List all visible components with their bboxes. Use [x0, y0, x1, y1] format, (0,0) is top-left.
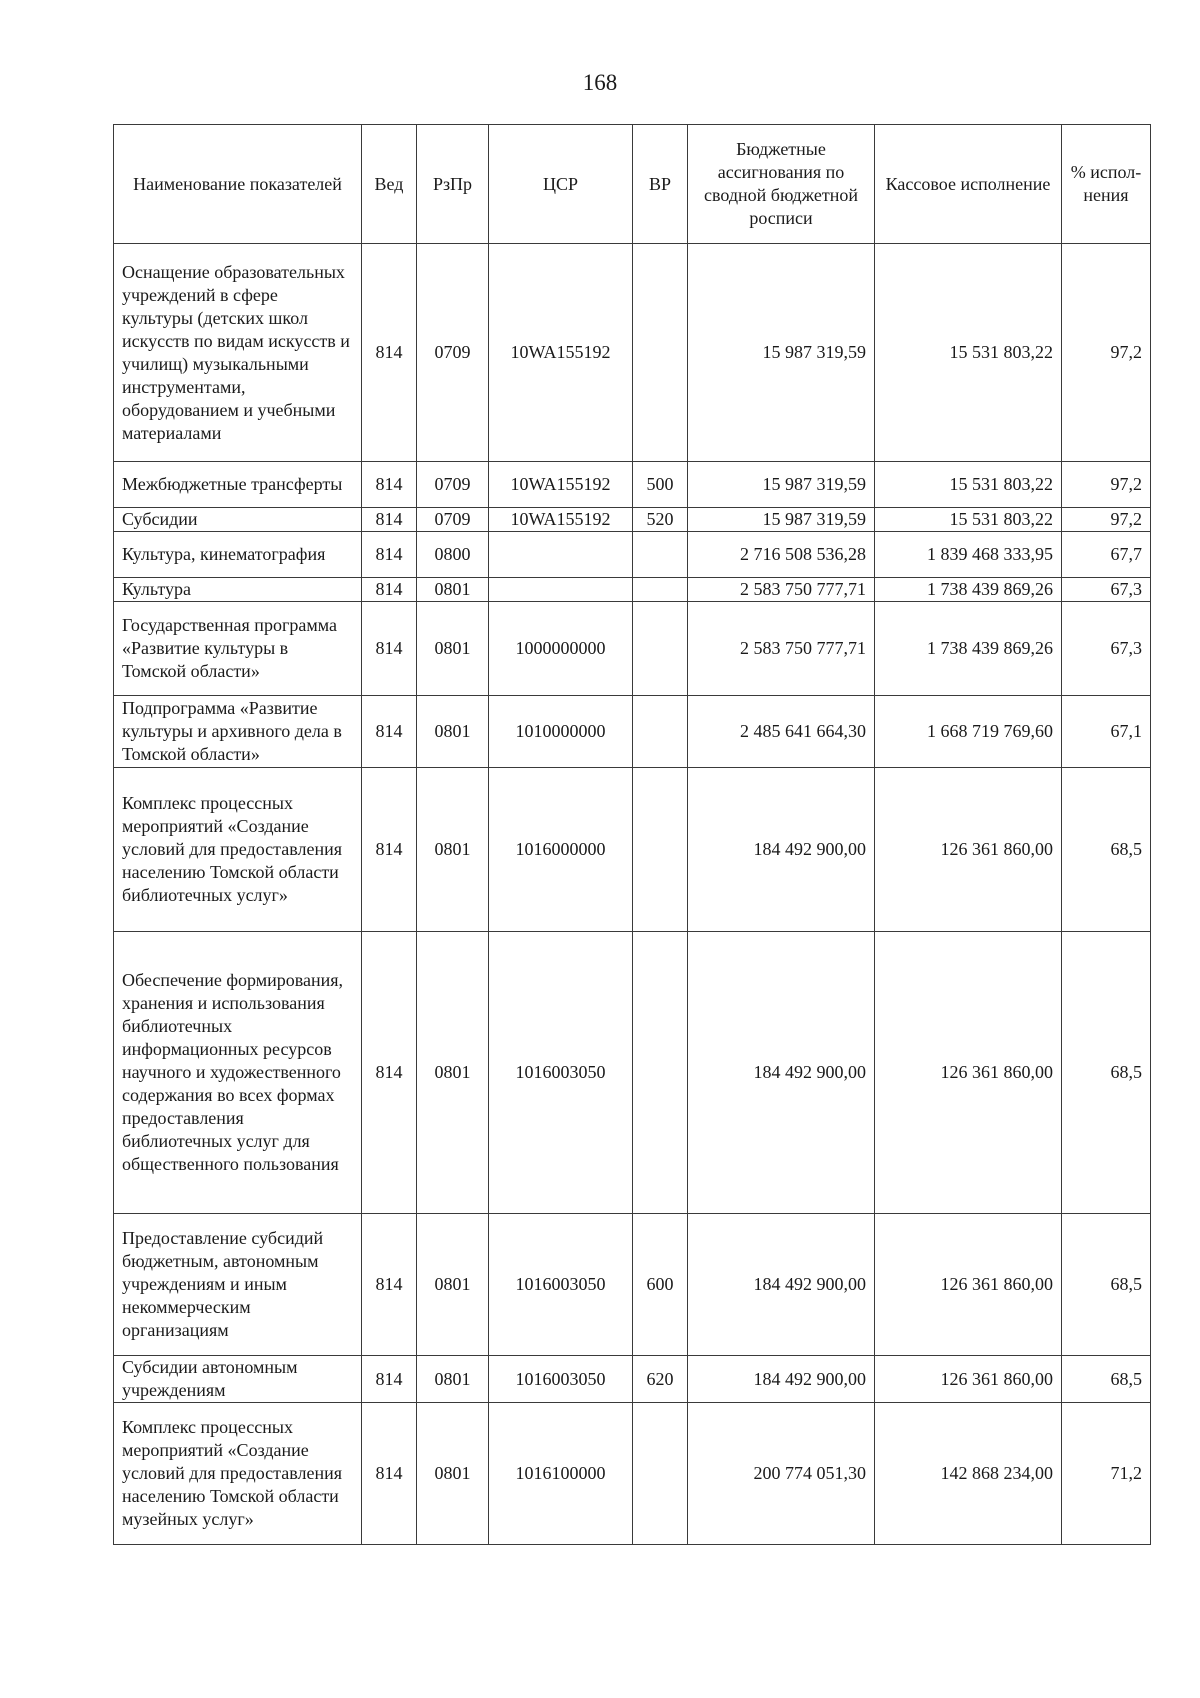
row-execution: 1 738 439 869,26 — [875, 602, 1062, 696]
row-vr — [633, 244, 688, 462]
row-name: Культура — [114, 578, 362, 602]
table-row — [114, 244, 1151, 462]
row-csr: 1016100000 — [489, 1403, 633, 1545]
row-allocations: 200 774 051,30 — [688, 1403, 875, 1545]
row-percent: 97,2 — [1062, 244, 1151, 462]
row-ved: 814 — [362, 696, 417, 768]
table-row — [114, 1214, 1151, 1356]
table-row — [114, 462, 1151, 508]
row-execution: 142 868 234,00 — [875, 1403, 1062, 1545]
row-vr — [633, 578, 688, 602]
row-execution: 126 361 860,00 — [875, 1214, 1062, 1356]
row-rzpr: 0800 — [417, 532, 489, 578]
row-execution: 126 361 860,00 — [875, 1356, 1062, 1403]
row-vr: 520 — [633, 508, 688, 532]
row-ved: 814 — [362, 532, 417, 578]
table-header-row — [114, 125, 1151, 244]
row-name: Обеспечение формирования, хранения и использования библиотечных информационных ресурсов научного и художественного содержания во всех формах предоставления библиотечных услуг для общественного пользования — [114, 932, 362, 1214]
row-allocations: 2 583 750 777,71 — [688, 578, 875, 602]
row-rzpr: 0801 — [417, 1403, 489, 1545]
row-allocations: 184 492 900,00 — [688, 1214, 875, 1356]
row-vr — [633, 1403, 688, 1545]
table-row — [114, 532, 1151, 578]
row-percent: 97,2 — [1062, 508, 1151, 532]
table-row — [114, 1403, 1151, 1545]
row-vr: 600 — [633, 1214, 688, 1356]
row-name: Субсидии — [114, 508, 362, 532]
row-allocations: 184 492 900,00 — [688, 1356, 875, 1403]
row-name: Субсидии автономным учреждениям — [114, 1356, 362, 1403]
row-ved: 814 — [362, 1403, 417, 1545]
row-csr — [489, 532, 633, 578]
budget-execution-table — [113, 124, 1151, 1545]
row-rzpr: 0709 — [417, 462, 489, 508]
row-ved: 814 — [362, 462, 417, 508]
row-execution: 1 668 719 769,60 — [875, 696, 1062, 768]
row-name: Комплекс процессных мероприятий «Создание условий для предоставления населению Томской области библиотечных услуг» — [114, 768, 362, 932]
row-csr: 1016003050 — [489, 932, 633, 1214]
row-csr: 1016000000 — [489, 768, 633, 932]
row-execution: 15 531 803,22 — [875, 508, 1062, 532]
row-rzpr: 0801 — [417, 1356, 489, 1403]
header-vr: ВР — [633, 125, 688, 244]
row-ved: 814 — [362, 578, 417, 602]
row-name: Межбюджетные трансферты — [114, 462, 362, 508]
row-rzpr: 0801 — [417, 768, 489, 932]
row-percent: 67,3 — [1062, 578, 1151, 602]
row-vr: 620 — [633, 1356, 688, 1403]
table-row — [114, 932, 1151, 1214]
row-execution: 126 361 860,00 — [875, 932, 1062, 1214]
row-ved: 814 — [362, 508, 417, 532]
header-execution: Кассовое исполнение — [875, 125, 1062, 244]
row-ved: 814 — [362, 602, 417, 696]
row-execution: 15 531 803,22 — [875, 462, 1062, 508]
row-percent: 68,5 — [1062, 932, 1151, 1214]
row-allocations: 15 987 319,59 — [688, 508, 875, 532]
row-csr: 10WA155192 — [489, 508, 633, 532]
row-allocations: 15 987 319,59 — [688, 462, 875, 508]
row-name: Комплекс процессных мероприятий «Создание условий для предоставления населению Томской области музейных услуг» — [114, 1403, 362, 1545]
row-percent: 97,2 — [1062, 462, 1151, 508]
row-csr: 10WA155192 — [489, 462, 633, 508]
row-vr — [633, 696, 688, 768]
row-percent: 67,7 — [1062, 532, 1151, 578]
row-ved: 814 — [362, 244, 417, 462]
row-csr — [489, 578, 633, 602]
row-execution: 1 738 439 869,26 — [875, 578, 1062, 602]
row-percent: 71,2 — [1062, 1403, 1151, 1545]
row-csr: 1010000000 — [489, 696, 633, 768]
table-row — [114, 768, 1151, 932]
row-allocations: 2 485 641 664,30 — [688, 696, 875, 768]
row-rzpr: 0709 — [417, 244, 489, 462]
row-csr: 1000000000 — [489, 602, 633, 696]
header-ved: Вед — [362, 125, 417, 244]
row-rzpr: 0801 — [417, 602, 489, 696]
header-allocations: Бюджетные ассигнования по сводной бюджетной росписи — [688, 125, 875, 244]
row-vr — [633, 768, 688, 932]
header-percent: % испол-нения — [1062, 125, 1151, 244]
table-row — [114, 578, 1151, 602]
row-percent: 68,5 — [1062, 768, 1151, 932]
row-csr: 1016003050 — [489, 1356, 633, 1403]
row-ved: 814 — [362, 768, 417, 932]
row-execution: 1 839 468 333,95 — [875, 532, 1062, 578]
row-name: Предоставление субсидий бюджетным, автономным учреждениям и иным некоммерческим организациям — [114, 1214, 362, 1356]
row-rzpr: 0801 — [417, 696, 489, 768]
table-row — [114, 602, 1151, 696]
row-percent: 67,1 — [1062, 696, 1151, 768]
row-csr: 1016003050 — [489, 1214, 633, 1356]
row-vr: 500 — [633, 462, 688, 508]
table-row — [114, 696, 1151, 768]
row-rzpr: 0709 — [417, 508, 489, 532]
header-name: Наименование показателей — [114, 125, 362, 244]
row-ved: 814 — [362, 1214, 417, 1356]
row-csr: 10WA155192 — [489, 244, 633, 462]
row-execution: 126 361 860,00 — [875, 768, 1062, 932]
row-allocations: 184 492 900,00 — [688, 932, 875, 1214]
row-allocations: 2 716 508 536,28 — [688, 532, 875, 578]
row-rzpr: 0801 — [417, 578, 489, 602]
row-vr — [633, 602, 688, 696]
row-rzpr: 0801 — [417, 1214, 489, 1356]
row-percent: 67,3 — [1062, 602, 1151, 696]
row-ved: 814 — [362, 932, 417, 1214]
row-allocations: 2 583 750 777,71 — [688, 602, 875, 696]
row-vr — [633, 932, 688, 1214]
row-name: Подпрограмма «Развитие культуры и архивного дела в Томской области» — [114, 696, 362, 768]
row-allocations: 184 492 900,00 — [688, 768, 875, 932]
row-execution: 15 531 803,22 — [875, 244, 1062, 462]
page-number: 168 — [582, 70, 618, 95]
row-percent: 68,5 — [1062, 1214, 1151, 1356]
row-ved: 814 — [362, 1356, 417, 1403]
table-row — [114, 1356, 1151, 1403]
header-csr: ЦСР — [489, 125, 633, 244]
row-name: Культура, кинематография — [114, 532, 362, 578]
row-allocations: 15 987 319,59 — [688, 244, 875, 462]
row-vr — [633, 532, 688, 578]
row-rzpr: 0801 — [417, 932, 489, 1214]
table-row — [114, 508, 1151, 532]
row-percent: 68,5 — [1062, 1356, 1151, 1403]
row-name: Государственная программа «Развитие культуры в Томской области» — [114, 602, 362, 696]
row-name: Оснащение образовательных учреждений в сфере культуры (детских школ искусств по видам искусств и училищ) музыкальными инструментами, оборудованием и учебными материалами — [114, 244, 362, 462]
header-rzpr: РзПр — [417, 125, 489, 244]
